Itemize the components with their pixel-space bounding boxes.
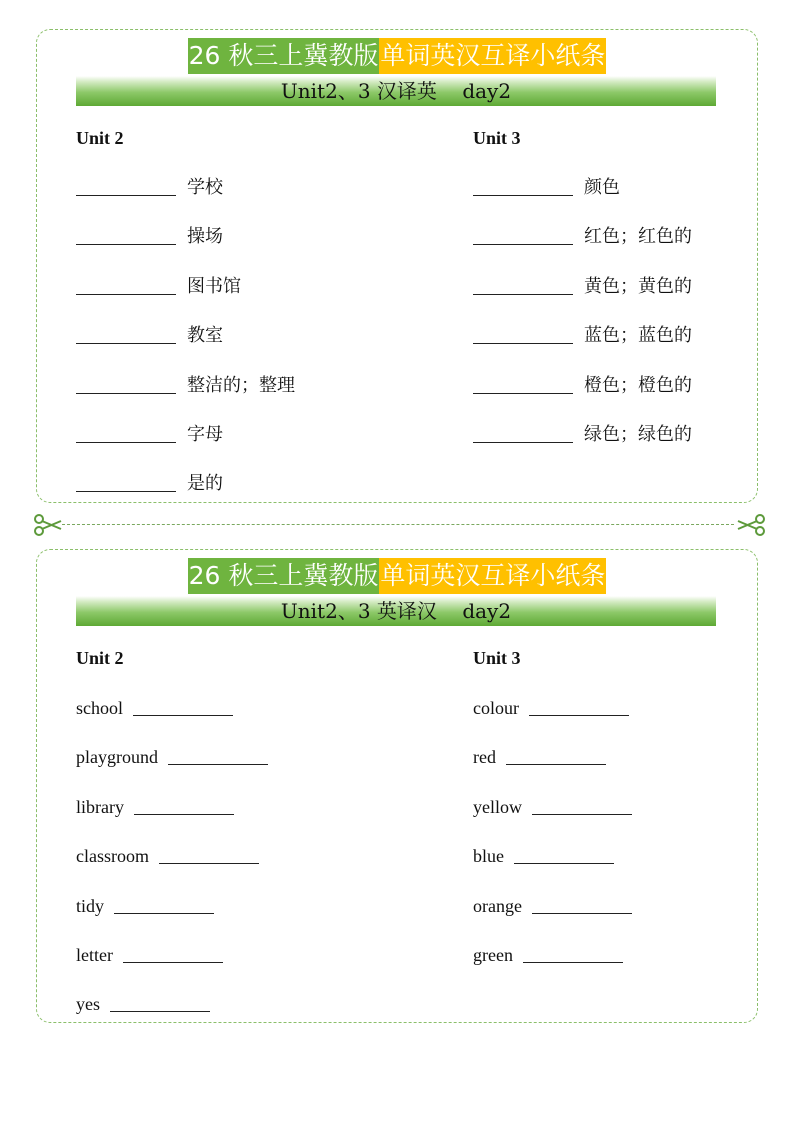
word-row <box>473 324 692 373</box>
answer-blank[interactable] <box>76 275 176 295</box>
word-row <box>76 894 268 943</box>
cut-line <box>62 524 734 525</box>
english-word: red <box>473 747 496 768</box>
answer-blank[interactable] <box>168 745 268 765</box>
word-row <box>76 795 268 844</box>
english-word: letter <box>76 944 113 965</box>
word-row <box>76 423 295 472</box>
sheet-title <box>37 558 757 594</box>
answer-blank[interactable] <box>159 844 259 864</box>
answer-blank[interactable] <box>134 795 234 815</box>
answer-blank[interactable] <box>473 275 573 295</box>
answer-blank[interactable] <box>523 943 623 963</box>
word-row <box>473 374 692 423</box>
answer-blank[interactable] <box>76 324 176 344</box>
word-row <box>76 225 295 274</box>
word-row <box>473 176 692 225</box>
chinese-word: 操场 <box>187 226 223 248</box>
sheet-subtitle: Unit2、3 英译汉 day2 <box>76 596 716 626</box>
answer-blank[interactable] <box>532 894 632 914</box>
english-word: classroom <box>76 846 149 867</box>
english-word: yellow <box>473 796 522 817</box>
title-part-green: 26 秋三上冀教版 <box>188 558 380 594</box>
unit3-heading: Unit 3 <box>473 648 521 668</box>
answer-blank[interactable] <box>76 423 176 443</box>
chinese-word: 橙色；橙色的 <box>584 374 692 396</box>
chinese-word: 整洁的；整理 <box>187 374 295 396</box>
word-row <box>473 275 692 324</box>
chinese-word: 颜色 <box>584 177 620 198</box>
unit2-column <box>76 646 268 1042</box>
unit3-column <box>473 646 632 992</box>
english-word: orange <box>473 895 522 916</box>
chinese-word: 黄色；黄色的 <box>584 275 692 297</box>
scissors-icon <box>33 514 63 536</box>
word-row <box>76 745 268 794</box>
english-word: school <box>76 698 123 718</box>
chinese-word: 绿色；绿色的 <box>584 423 692 445</box>
word-row <box>76 992 268 1041</box>
unit3-heading: Unit 3 <box>473 128 521 148</box>
answer-blank[interactable] <box>110 992 210 1012</box>
unit2-column <box>76 126 295 522</box>
word-row <box>76 275 295 324</box>
answer-blank[interactable] <box>76 374 176 394</box>
answer-blank[interactable] <box>133 696 233 716</box>
chinese-word: 红色；红色的 <box>584 226 692 248</box>
answer-blank[interactable] <box>114 894 214 914</box>
word-row <box>76 943 268 992</box>
title-part-green: 26 秋三上冀教版 <box>188 38 380 74</box>
answer-blank[interactable] <box>529 696 629 716</box>
word-row <box>473 943 632 992</box>
bottom-worksheet <box>36 549 758 1023</box>
unit2-heading: Unit 2 <box>76 128 124 148</box>
english-word: blue <box>473 846 504 867</box>
chinese-word: 蓝色；蓝色的 <box>584 325 692 347</box>
top-worksheet <box>36 29 758 503</box>
answer-blank[interactable] <box>76 225 176 245</box>
word-row <box>473 225 692 274</box>
english-word: colour <box>473 698 519 718</box>
answer-blank[interactable] <box>76 176 176 196</box>
answer-blank[interactable] <box>514 844 614 864</box>
word-row <box>473 423 692 472</box>
answer-blank[interactable] <box>473 225 573 245</box>
english-word: green <box>473 944 513 965</box>
chinese-word: 学校 <box>187 177 223 198</box>
answer-blank[interactable] <box>506 745 606 765</box>
english-word: playground <box>76 747 158 768</box>
word-row <box>76 696 268 745</box>
word-row <box>76 324 295 373</box>
answer-blank[interactable] <box>473 374 573 394</box>
title-part-orange: 单词英汉互译小纸条 <box>379 38 606 74</box>
answer-blank[interactable] <box>76 472 176 492</box>
word-row <box>76 844 268 893</box>
unit3-column <box>473 126 692 472</box>
word-row <box>473 745 632 794</box>
answer-blank[interactable] <box>532 795 632 815</box>
english-word: library <box>76 796 124 817</box>
word-row <box>473 795 632 844</box>
english-word: yes <box>76 994 100 1015</box>
word-row <box>473 696 632 745</box>
english-word: tidy <box>76 895 105 916</box>
word-row <box>76 472 295 521</box>
chinese-word: 字母 <box>187 423 223 445</box>
sheet-title <box>37 38 757 74</box>
answer-blank[interactable] <box>473 324 573 344</box>
word-row <box>76 176 295 225</box>
answer-blank[interactable] <box>473 423 573 443</box>
word-row <box>473 894 632 943</box>
word-row <box>76 374 295 423</box>
word-row <box>473 844 632 893</box>
title-part-orange: 单词英汉互译小纸条 <box>379 558 606 594</box>
chinese-word: 教室 <box>187 325 223 347</box>
answer-blank[interactable] <box>123 943 223 963</box>
chinese-word: 是的 <box>187 473 223 495</box>
unit2-heading: Unit 2 <box>76 648 124 668</box>
scissors-icon <box>736 514 766 536</box>
answer-blank[interactable] <box>473 176 573 196</box>
sheet-subtitle: Unit2、3 汉译英 day2 <box>76 76 716 106</box>
chinese-word: 图书馆 <box>187 275 241 297</box>
